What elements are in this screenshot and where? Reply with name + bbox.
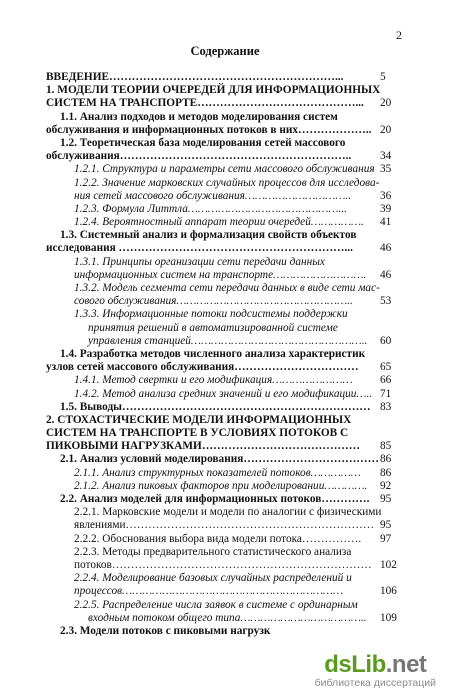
toc-entry [46,506,406,519]
toc-entry [46,414,406,427]
toc-entry-text: сового обслуживания…………………………………………….. [74,295,353,308]
toc-entry-page: 85 [380,440,392,453]
toc-entry [46,585,406,598]
toc-entry-text: ния сетей массового обслуживания………………………….. [74,189,352,202]
toc-entry [46,124,406,137]
toc-entry [46,256,406,269]
toc-entry-text: принятия решений в автоматизированной системе [88,321,338,334]
toc-entry-text: 2.2.3. Методы предварительного статистического анализа [74,545,352,558]
toc-entry-text: входным потоком общего типа……………………………….. [88,611,367,624]
toc-entry [46,177,406,190]
toc-entry-text: управления станцией…………………………………………….. [88,334,368,347]
toc-entry-page: 102 [380,558,397,571]
toc-entry-text: 1.2.1. Структура и параметры сети массового обслуживания [74,163,375,176]
toc-entry [46,401,406,414]
toc-entry-page: 95 [380,493,392,505]
toc-entry-text: 2.1.1. Анализ структурных показателей потоков…………… [74,466,361,479]
toc-entry-page: 34 [380,150,392,163]
toc-entry [46,559,406,572]
toc-entry-text: 1.3.3. Информационные потоки подсистемы поддержки [74,308,348,321]
toc-entry [46,440,406,453]
toc-entry [46,137,406,150]
toc-entry [46,533,406,546]
toc-entry-text: 1.4.1. Метод свертки и его модификация…………………… [74,374,353,387]
toc-entry-page: 46 [380,242,392,255]
toc-entry [46,203,406,216]
toc-entry-text: ПИКОВЫМИ НАГРУЗКАМИ…………………………………… [46,440,360,453]
toc-entry-text: 2.2.1. Марковские модели и модели по аналогии с физическими [74,506,382,519]
toc-entry [46,427,406,440]
toc-entry-text: обслуживания…………………………………………………….. [46,150,352,163]
toc-entry-page: 86 [380,453,392,466]
toc-entry-text: обслуживания и информационных потоков в них……………….. [46,123,372,136]
toc-entry-text: 2.2. Анализ моделей для информационных потоков…………. [60,493,370,505]
toc-entry [46,388,406,401]
toc-entry [46,97,406,110]
toc-entry-text: 1.2.2. Значение марковских случайных процессов для исследова- [74,176,380,189]
toc-entry [46,71,406,84]
toc-entry-page: 46 [380,268,392,281]
toc-entry [46,269,406,282]
toc-entry-text: процессов………………………………………………………… [74,585,344,598]
toc-entry-page: 83 [380,400,392,413]
toc-entry-text: потоков…………………………………………………………… [74,558,372,571]
toc-entry-text: 2.1.2. Анализ пиковых факторов при моделировании…………. [74,479,368,492]
toc-entry [46,519,406,532]
toc-entry-text: 2.2.2. Обоснования выбора вида модели потока……………. [74,532,362,545]
toc-entry [46,335,406,348]
toc-entry-page: 53 [380,295,392,308]
toc-entry-page: 20 [380,123,392,136]
toc-entry [46,163,406,176]
toc-entry-text: ВВЕДЕНИЕ……………………………………………………... [46,71,344,83]
toc-entry-page: 92 [380,479,392,492]
toc-entry [46,295,406,308]
toc-entry-page: 65 [380,361,392,374]
toc-entry-text: СИСТЕМ НА ТРАНСПОРТЕ В УСЛОВИЯХ ПОТОКОВ С [46,427,349,440]
page-title: Содержание [190,44,260,58]
toc-entry-page: 60 [380,334,392,347]
toc-entry [46,229,406,242]
toc-entry-page: 97 [380,532,392,545]
toc-entry [46,322,406,335]
toc-entry [46,361,406,374]
toc-entry-page: 95 [380,519,392,532]
toc-entry-text: 1.5. Выводы………………………………………………………… [60,400,371,413]
toc-entry [46,467,406,480]
toc-entry [46,216,406,229]
toc-entry-text: 1.2.3. Формула Литтла………………………………………... [74,202,347,215]
toc-entry [46,612,406,625]
toc-entry [46,572,406,585]
toc-entry-page: 86 [380,466,392,479]
toc-entry [46,374,406,387]
toc-entry-text: 2.3. Модели потоков с пиковыми нагрузк [60,624,271,637]
toc-entry-text: 2.1. Анализ условий моделирования……………………………… [60,453,379,466]
toc-entry-text: 1.3. Системный анализ и формализация свойств объектов [60,229,357,242]
table-of-contents [46,71,406,638]
watermark-logo: dsLib.net [324,651,427,678]
toc-entry-text: СИСТЕМ НА ТРАНСПОРТЕ……………………………………... [46,97,364,110]
toc-entry-text: 1.4. Разработка методов численного анализа характеристик [60,347,366,360]
toc-entry-page: 66 [380,374,392,387]
toc-entry [46,308,406,321]
toc-entry [46,348,406,361]
toc-entry [46,625,406,638]
toc-entry-text: 1.1. Анализ подходов и методов моделирования систем [60,110,338,123]
toc-entry-text: информационных систем на транспорте………………………. [74,268,367,281]
toc-entry-text: 2.2.5. Распределение числа заявок в системе с ординарным [74,598,358,611]
toc-entry [46,190,406,203]
toc-entry [46,493,406,506]
toc-entry-text: исследования ……………………………………………………... [46,242,353,255]
toc-entry-page: 5 [380,71,386,83]
toc-entry-text: 1.2. Теоретическая база моделирования сетей массового [60,136,346,149]
toc-entry-page: 106 [380,585,397,598]
toc-entry-page: 36 [380,189,392,202]
toc-entry-text: явлениями………………………………………………………… [74,519,375,532]
toc-entry-page: 39 [380,202,392,215]
toc-entry [46,111,406,124]
toc-entry [46,84,406,97]
toc-entry-text: 2.2.4. Моделирование базовых случайных распределений и [74,572,352,585]
toc-entry [46,242,406,255]
toc-entry-page: 20 [380,97,392,110]
toc-entry [46,546,406,559]
toc-entry-page: 109 [380,611,397,624]
toc-entry-text: 1.3.1. Принципы организации сети передачи данных [74,255,325,268]
toc-entry-text: 1.4.2. Метод анализа средних значений и его модификации….. [74,387,373,400]
toc-entry-page: 41 [380,216,392,229]
toc-entry-text: 1.3.2. Модель сегмента сети передачи данных в виде сети мас- [74,282,380,294]
toc-entry-text: узлов сетей массового обслуживания…………………………… [46,361,359,374]
toc-entry-text: 1.2.4. Вероятностный аппарат теории очередей……………. [74,216,364,229]
toc-entry [46,453,406,466]
toc-entry [46,599,406,612]
watermark-subtitle: библиотека диссертаций [314,677,436,689]
toc-entry-page: 71 [380,387,392,400]
toc-entry [46,480,406,493]
toc-entry-text: 1. МОДЕЛИ ТЕОРИИ ОЧЕРЕДЕЙ ДЛЯ ИНФОРМАЦИОННЫХ [46,84,381,97]
page-number: 2 [396,28,402,42]
toc-entry [46,150,406,163]
watermark [315,651,436,689]
toc-entry-page: 35 [380,163,392,176]
toc-entry [46,282,406,295]
toc-entry-text: 2. СТОХАСТИЧЕСКИЕ МОДЕЛИ ИНФОРМАЦИОННЫХ [46,413,352,426]
